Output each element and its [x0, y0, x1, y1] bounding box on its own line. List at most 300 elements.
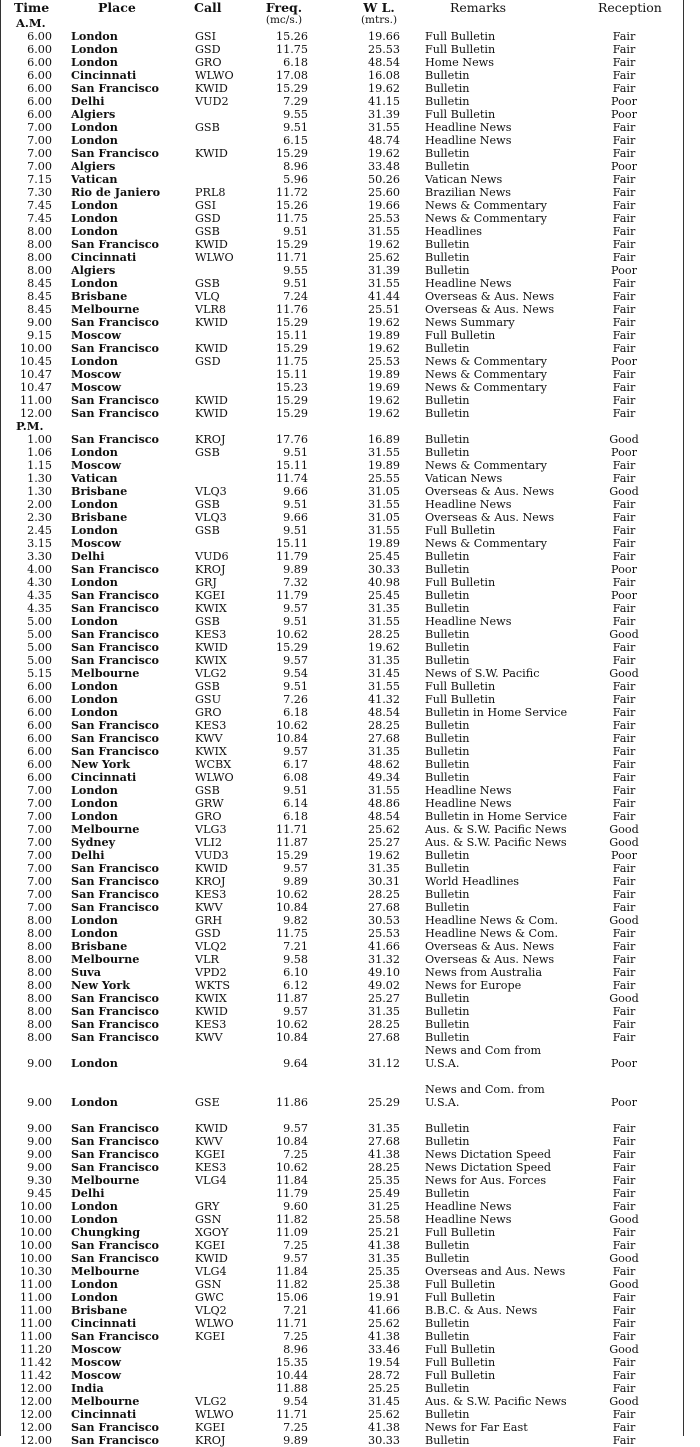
- time-cell: 8.00: [27, 238, 52, 251]
- wavelength-cell: 41.38: [367, 1148, 400, 1161]
- place-cell: Moscow: [71, 328, 122, 342]
- table-row: [0, 836, 700, 849]
- frequency-cell: 6.18: [283, 56, 308, 69]
- time-cell: 8.00: [27, 966, 52, 979]
- call-sign-cell: WLWO: [195, 1317, 234, 1330]
- call-sign-cell: GSB: [195, 121, 220, 134]
- reception-cell: Fair: [612, 472, 636, 485]
- reception-cell: Fair: [612, 1187, 636, 1200]
- place-cell: Melbourne: [71, 302, 140, 316]
- call-sign-cell: GSI: [195, 30, 217, 43]
- header-freq-units: (mc/s.): [265, 14, 303, 26]
- reception-cell: Fair: [612, 810, 636, 823]
- place-cell: London: [71, 796, 118, 810]
- remarks-cell: Headline News & Com.: [425, 927, 559, 940]
- place-cell: San Francisco: [71, 1251, 160, 1265]
- place-cell: San Francisco: [71, 900, 160, 914]
- reception-cell: Fair: [612, 953, 636, 966]
- remarks-cell: News & Commentary: [425, 537, 547, 550]
- wavelength-cell: 19.54: [367, 1356, 400, 1369]
- time-cell: 11.20: [19, 1343, 52, 1356]
- remarks-cell: Bulletin: [425, 719, 470, 732]
- wavelength-cell: 31.55: [367, 225, 400, 238]
- reception-cell: Fair: [612, 784, 636, 797]
- wavelength-cell: 31.35: [367, 654, 400, 667]
- remarks-cell: Bulletin: [425, 1187, 470, 1200]
- remarks-cell: Bulletin: [425, 849, 470, 862]
- remarks-cell: Aus. & S.W. Pacific News: [425, 823, 567, 836]
- call-sign-cell: KWID: [195, 238, 228, 251]
- frequency-cell: 9.89: [283, 875, 308, 888]
- place-cell: New York: [71, 757, 130, 771]
- time-cell: 9.00: [27, 1148, 52, 1161]
- remarks-cell: Bulletin: [425, 1031, 470, 1044]
- wavelength-cell: 19.89: [367, 459, 400, 472]
- remarks-cell: Bulletin: [425, 563, 470, 576]
- frequency-cell: 11.87: [275, 992, 308, 1005]
- place-cell: San Francisco: [71, 1329, 160, 1343]
- time-cell: 6.00: [27, 745, 52, 758]
- remarks-cell: Bulletin: [425, 95, 470, 108]
- wavelength-cell: 31.55: [367, 680, 400, 693]
- time-cell: 6.00: [27, 108, 52, 121]
- time-cell: 11.00: [19, 1291, 52, 1304]
- remarks-cell: Overseas and Aus. News: [425, 1265, 566, 1278]
- reception-cell: Poor: [611, 446, 637, 459]
- reception-cell: Good: [609, 836, 639, 849]
- call-sign-cell: XGOY: [195, 1226, 229, 1239]
- place-cell: San Francisco: [71, 393, 160, 407]
- table-row: [0, 1083, 700, 1122]
- time-cell: 10.00: [19, 1252, 52, 1265]
- reception-cell: Fair: [612, 238, 636, 251]
- frequency-cell: 11.84: [275, 1174, 308, 1187]
- frequency-cell: 11.87: [275, 836, 308, 849]
- time-cell: 9.00: [27, 316, 52, 329]
- place-cell: London: [71, 1199, 118, 1213]
- wavelength-cell: 19.62: [367, 238, 400, 251]
- place-cell: London: [71, 276, 118, 290]
- frequency-cell: 9.57: [283, 862, 308, 875]
- frequency-cell: 10.44: [275, 1369, 308, 1382]
- time-cell: 6.00: [27, 30, 52, 43]
- reception-cell: Fair: [612, 30, 636, 43]
- reception-cell: Fair: [612, 173, 636, 186]
- frequency-cell: 6.18: [283, 810, 308, 823]
- place-cell: San Francisco: [71, 1004, 160, 1018]
- place-cell: Delhi: [71, 549, 105, 563]
- frequency-cell: 6.10: [283, 966, 308, 979]
- reception-cell: Fair: [612, 602, 636, 615]
- wavelength-cell: 31.35: [367, 602, 400, 615]
- wavelength-cell: 49.02: [367, 979, 400, 992]
- time-cell: 7.00: [27, 849, 52, 862]
- time-cell: 6.00: [27, 719, 52, 732]
- wavelength-cell: 31.05: [367, 485, 400, 498]
- place-cell: San Francisco: [71, 588, 160, 602]
- remarks-cell: Bulletin: [425, 160, 470, 173]
- call-sign-cell: VLR8: [195, 303, 227, 316]
- time-cell: 8.00: [27, 1018, 52, 1031]
- place-cell: San Francisco: [71, 1017, 160, 1031]
- reception-cell: Poor: [611, 1057, 637, 1070]
- call-sign-cell: GRH: [195, 914, 223, 927]
- frequency-cell: 6.17: [283, 758, 308, 771]
- time-cell: 9.15: [27, 329, 52, 342]
- place-cell: Cincinnati: [71, 770, 137, 784]
- remarks-cell: Headline News: [425, 1200, 512, 1213]
- table-row: [0, 1174, 700, 1187]
- time-cell: 7.00: [27, 875, 52, 888]
- reception-cell: Fair: [612, 1018, 636, 1031]
- remarks-cell: Aus. & S.W. Pacific News: [425, 836, 567, 849]
- place-cell: San Francisco: [71, 744, 160, 758]
- place-cell: London: [71, 783, 118, 797]
- place-cell: London: [71, 445, 118, 459]
- frequency-cell: 15.06: [275, 1291, 308, 1304]
- call-sign-cell: VLQ: [195, 290, 220, 303]
- place-cell: San Francisco: [71, 432, 160, 446]
- frequency-cell: 17.76: [275, 433, 308, 446]
- remarks-cell: Bulletin: [425, 69, 470, 82]
- place-cell: San Francisco: [71, 653, 160, 667]
- reception-cell: Good: [609, 1278, 639, 1291]
- reception-cell: Fair: [612, 1031, 636, 1044]
- wavelength-cell: 31.39: [367, 264, 400, 277]
- frequency-cell: 9.60: [283, 1200, 308, 1213]
- reception-cell: Fair: [612, 1174, 636, 1187]
- reception-cell: Good: [609, 628, 639, 641]
- wavelength-cell: 19.89: [367, 329, 400, 342]
- call-sign-cell: GRO: [195, 810, 222, 823]
- wavelength-cell: 25.53: [367, 43, 400, 56]
- time-cell: 7.00: [27, 823, 52, 836]
- reception-cell: Fair: [612, 225, 636, 238]
- frequency-cell: 17.08: [275, 69, 308, 82]
- time-cell: 7.45: [27, 199, 52, 212]
- call-sign-cell: KROJ: [195, 563, 226, 576]
- section-label-text: P.M.: [16, 419, 44, 433]
- time-cell: 7.00: [27, 888, 52, 901]
- place-cell: Moscow: [71, 1355, 122, 1369]
- call-sign-cell: KES3: [195, 1161, 227, 1174]
- remarks-cell: News and Com from U.S.A.: [425, 1044, 542, 1070]
- time-cell: 1.00: [27, 433, 52, 446]
- frequency-cell: 9.51: [283, 680, 308, 693]
- reception-cell: Fair: [612, 940, 636, 953]
- call-sign-cell: KROJ: [195, 1434, 226, 1447]
- remarks-cell: Bulletin: [425, 147, 470, 160]
- call-sign-cell: VLQ2: [195, 1304, 227, 1317]
- remarks-cell: Bulletin: [425, 602, 470, 615]
- place-cell: London: [71, 926, 118, 940]
- place-cell: San Francisco: [71, 146, 160, 160]
- frequency-cell: 6.15: [283, 134, 308, 147]
- time-cell: 10.30: [19, 1265, 52, 1278]
- call-sign-cell: GSD: [195, 355, 221, 368]
- wavelength-cell: 25.62: [367, 1317, 400, 1330]
- wavelength-cell: 49.34: [367, 771, 400, 784]
- reception-cell: Fair: [612, 927, 636, 940]
- wavelength-cell: 31.35: [367, 745, 400, 758]
- place-cell: Melbourne: [71, 666, 140, 680]
- wavelength-cell: 31.55: [367, 524, 400, 537]
- place-cell: Brisbane: [71, 289, 128, 303]
- reception-cell: Fair: [612, 1304, 636, 1317]
- time-cell: 8.00: [27, 927, 52, 940]
- time-cell: 4.30: [27, 576, 52, 589]
- call-sign-cell: WLWO: [195, 771, 234, 784]
- section-label-text: A.M.: [16, 16, 46, 30]
- place-cell: San Francisco: [71, 718, 160, 732]
- frequency-cell: 11.82: [275, 1278, 308, 1291]
- time-cell: 8.45: [27, 290, 52, 303]
- time-cell: 4.35: [27, 602, 52, 615]
- remarks-cell: Bulletin: [425, 433, 470, 446]
- time-cell: 12.00: [19, 1434, 52, 1447]
- time-cell: 8.00: [27, 1005, 52, 1018]
- remarks-cell: News & Commentary: [425, 459, 547, 472]
- place-cell: London: [71, 614, 118, 628]
- place-cell: Moscow: [71, 458, 122, 472]
- wavelength-cell: 48.74: [367, 134, 400, 147]
- frequency-cell: 10.84: [275, 1135, 308, 1148]
- time-cell: 10.00: [19, 1226, 52, 1239]
- wavelength-cell: 25.21: [367, 1226, 400, 1239]
- header-wavelength-units: (mtrs.): [360, 14, 398, 26]
- time-cell: 6.00: [27, 693, 52, 706]
- wavelength-cell: 19.66: [367, 199, 400, 212]
- call-sign-cell: GWC: [195, 1291, 224, 1304]
- frequency-cell: 11.09: [275, 1226, 308, 1239]
- place-cell: San Francisco: [71, 341, 160, 355]
- wavelength-cell: 31.05: [367, 511, 400, 524]
- time-cell: 8.00: [27, 914, 52, 927]
- wavelength-cell: 28.25: [367, 1161, 400, 1174]
- header-call: Call: [194, 0, 222, 15]
- call-sign-cell: KWID: [195, 641, 228, 654]
- time-cell: 8.00: [27, 264, 52, 277]
- frequency-cell: 9.82: [283, 914, 308, 927]
- place-cell: Melbourne: [71, 1173, 140, 1187]
- reception-cell: Fair: [612, 706, 636, 719]
- wavelength-cell: 28.25: [367, 628, 400, 641]
- wavelength-cell: 48.54: [367, 56, 400, 69]
- place-cell: San Francisco: [71, 861, 160, 875]
- frequency-cell: 11.71: [275, 823, 308, 836]
- reception-cell: Poor: [611, 108, 637, 121]
- place-cell: Brisbane: [71, 939, 128, 953]
- remarks-cell: News of S.W. Pacific: [425, 667, 540, 680]
- place-cell: London: [71, 1212, 118, 1226]
- place-cell: Moscow: [71, 1342, 122, 1356]
- wavelength-cell: 30.53: [367, 914, 400, 927]
- place-cell: San Francisco: [71, 640, 160, 654]
- time-cell: 10.00: [19, 342, 52, 355]
- remarks-cell: Bulletin: [425, 394, 470, 407]
- frequency-cell: 15.29: [275, 316, 308, 329]
- wavelength-cell: 28.25: [367, 719, 400, 732]
- wavelength-cell: 27.68: [367, 901, 400, 914]
- time-cell: 8.00: [27, 992, 52, 1005]
- reception-cell: Good: [609, 1252, 639, 1265]
- call-sign-cell: WLWO: [195, 69, 234, 82]
- remarks-cell: Bulletin: [425, 1005, 470, 1018]
- wavelength-cell: 19.62: [367, 394, 400, 407]
- remarks-cell: Full Bulletin: [425, 576, 496, 589]
- remarks-cell: Overseas & Aus. News: [425, 485, 555, 498]
- call-sign-cell: GRW: [195, 797, 224, 810]
- time-cell: 11.42: [19, 1356, 52, 1369]
- reception-cell: Good: [609, 1395, 639, 1408]
- frequency-cell: 9.66: [283, 485, 308, 498]
- call-sign-cell: KES3: [195, 888, 227, 901]
- remarks-cell: Bulletin: [425, 238, 470, 251]
- place-cell: San Francisco: [71, 1160, 160, 1174]
- time-cell: 7.00: [27, 810, 52, 823]
- reception-cell: Fair: [612, 888, 636, 901]
- remarks-cell: Full Bulletin: [425, 1278, 496, 1291]
- reception-cell: Poor: [611, 355, 637, 368]
- frequency-cell: 8.96: [283, 1343, 308, 1356]
- reception-cell: Fair: [612, 875, 636, 888]
- place-cell: San Francisco: [71, 991, 160, 1005]
- place-cell: London: [71, 133, 118, 147]
- reception-cell: Fair: [612, 771, 636, 784]
- reception-cell: Fair: [612, 524, 636, 537]
- frequency-cell: 7.25: [283, 1330, 308, 1343]
- call-sign-cell: GRO: [195, 706, 222, 719]
- place-cell: New York: [71, 978, 130, 992]
- call-sign-cell: GSD: [195, 43, 221, 56]
- wavelength-cell: 41.32: [367, 693, 400, 706]
- frequency-cell: 11.82: [275, 1213, 308, 1226]
- reception-cell: Fair: [612, 69, 636, 82]
- place-cell: London: [71, 1277, 118, 1291]
- frequency-cell: 15.29: [275, 238, 308, 251]
- frequency-cell: 9.57: [283, 602, 308, 615]
- place-cell: San Francisco: [71, 1121, 160, 1135]
- frequency-cell: 9.89: [283, 563, 308, 576]
- call-sign-cell: GSB: [195, 277, 220, 290]
- remarks-cell: Full Bulletin: [425, 30, 496, 43]
- call-sign-cell: KGEI: [195, 589, 225, 602]
- frequency-cell: 11.84: [275, 1265, 308, 1278]
- frequency-cell: 7.26: [283, 693, 308, 706]
- wavelength-cell: 48.54: [367, 810, 400, 823]
- call-sign-cell: KWIX: [195, 745, 227, 758]
- place-cell: Brisbane: [71, 510, 128, 524]
- call-sign-cell: GSN: [195, 1278, 222, 1291]
- frequency-cell: 7.32: [283, 576, 308, 589]
- schedule-table: [0, 14, 700, 1447]
- reception-cell: Fair: [612, 511, 636, 524]
- time-cell: 7.00: [27, 836, 52, 849]
- remarks-cell: Bulletin: [425, 1330, 470, 1343]
- frequency-cell: 7.21: [283, 1304, 308, 1317]
- frequency-cell: 15.29: [275, 342, 308, 355]
- call-sign-cell: VLQ3: [195, 485, 227, 498]
- frequency-cell: 11.79: [275, 1187, 308, 1200]
- reception-cell: Fair: [612, 1356, 636, 1369]
- call-sign-cell: KWV: [195, 1135, 223, 1148]
- reception-cell: Fair: [612, 576, 636, 589]
- wavelength-cell: 49.10: [367, 966, 400, 979]
- table-row: [0, 1369, 700, 1382]
- call-sign-cell: VPD2: [195, 966, 227, 979]
- time-cell: 8.45: [27, 277, 52, 290]
- remarks-cell: Bulletin: [425, 654, 470, 667]
- frequency-cell: 11.71: [275, 251, 308, 264]
- place-cell: Melbourne: [71, 952, 140, 966]
- time-cell: 6.00: [27, 771, 52, 784]
- call-sign-cell: GSD: [195, 927, 221, 940]
- place-cell: London: [71, 692, 118, 706]
- wavelength-cell: 31.32: [367, 953, 400, 966]
- remarks-cell: Bulletin: [425, 1434, 470, 1447]
- wavelength-cell: 25.62: [367, 823, 400, 836]
- place-cell: London: [71, 1056, 118, 1070]
- frequency-cell: 9.51: [283, 121, 308, 134]
- call-sign-cell: WCBX: [195, 758, 232, 771]
- remarks-cell: Bulletin in Home Service: [425, 706, 568, 719]
- place-cell: Vatican: [71, 172, 118, 186]
- frequency-cell: 11.75: [275, 927, 308, 940]
- reception-cell: Good: [609, 992, 639, 1005]
- reception-cell: Poor: [611, 563, 637, 576]
- remarks-cell: Bulletin: [425, 1408, 470, 1421]
- wavelength-cell: 41.15: [367, 95, 400, 108]
- place-cell: London: [71, 224, 118, 238]
- remarks-cell: News for Europe: [425, 979, 522, 992]
- call-sign-cell: KROJ: [195, 875, 226, 888]
- header-remarks: Remarks: [450, 0, 507, 15]
- place-cell: Moscow: [71, 536, 122, 550]
- frequency-cell: 9.55: [283, 264, 308, 277]
- call-sign-cell: KWIX: [195, 992, 227, 1005]
- call-sign-cell: KGEI: [195, 1330, 225, 1343]
- place-cell: London: [71, 55, 118, 69]
- time-cell: 12.00: [19, 407, 52, 420]
- time-cell: 8.45: [27, 303, 52, 316]
- frequency-cell: 10.62: [275, 888, 308, 901]
- frequency-cell: 9.57: [283, 1252, 308, 1265]
- time-cell: 1.30: [27, 472, 52, 485]
- wavelength-cell: 25.62: [367, 1408, 400, 1421]
- wavelength-cell: 41.38: [367, 1421, 400, 1434]
- reception-cell: Good: [609, 1213, 639, 1226]
- call-sign-cell: VLQ3: [195, 511, 227, 524]
- call-sign-cell: KWV: [195, 1031, 223, 1044]
- table-row: [0, 537, 700, 550]
- place-cell: Algiers: [71, 159, 116, 173]
- frequency-cell: 9.51: [283, 277, 308, 290]
- wavelength-cell: 25.58: [367, 1213, 400, 1226]
- call-sign-cell: KWID: [195, 147, 228, 160]
- call-sign-cell: WKTS: [195, 979, 230, 992]
- call-sign-cell: KWV: [195, 901, 223, 914]
- call-sign-cell: KWID: [195, 407, 228, 420]
- wavelength-cell: 41.66: [367, 940, 400, 953]
- reception-cell: Fair: [612, 732, 636, 745]
- frequency-cell: 7.24: [283, 290, 308, 303]
- remarks-cell: Bulletin: [425, 992, 470, 1005]
- frequency-cell: 15.29: [275, 82, 308, 95]
- frequency-cell: 9.51: [283, 524, 308, 537]
- reception-cell: Good: [609, 485, 639, 498]
- header-time: Time: [14, 0, 50, 15]
- wavelength-cell: 19.62: [367, 641, 400, 654]
